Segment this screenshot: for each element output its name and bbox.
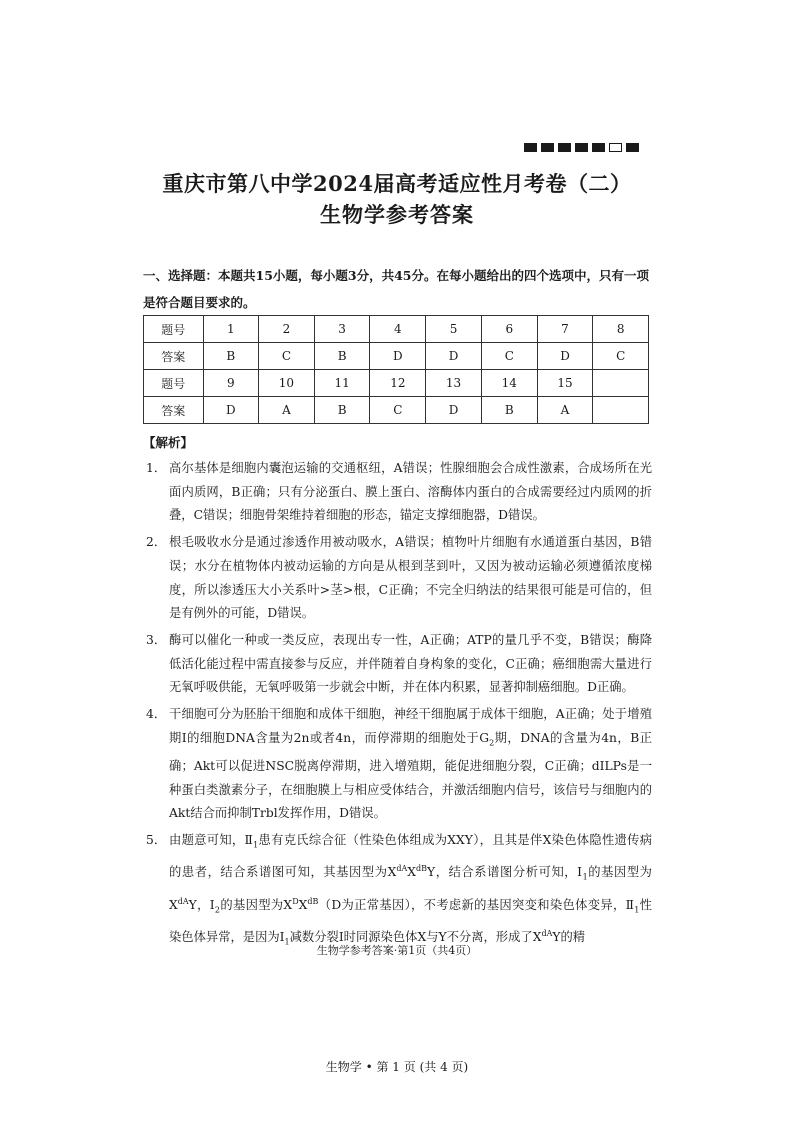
header-marks <box>524 143 639 152</box>
table-cell: D <box>370 343 426 370</box>
section-heading: 一、选择题：本题共15小题，每小题3分，共45分。在每小题给出的四个选项中，只有一项是符合题目要求的。 <box>143 268 649 310</box>
table-cell: C <box>481 343 537 370</box>
table-cell: 2 <box>259 316 315 343</box>
header-mark-hollow <box>609 143 622 152</box>
item-number: 1． <box>146 461 167 475</box>
table-row-header: 题号 <box>144 370 204 397</box>
table-cell: C <box>593 343 649 370</box>
table-cell: 13 <box>426 370 482 397</box>
table-cell: A <box>259 397 315 424</box>
document-title: 重庆市第八中学2024届高考适应性月考卷（二） <box>162 171 632 196</box>
table-cell: 5 <box>426 316 482 343</box>
header-mark <box>592 143 605 152</box>
item-number: 3． <box>146 632 167 647</box>
table-cell: B <box>481 397 537 424</box>
item-text: 高尔基体是细胞内囊泡运输的交通枢纽，A错误；性腺细胞会合成性激素，合成场所在光面内质网，B正确；只有分泌蛋白、膜上蛋白、溶酶体内蛋白的合成需要经过内质网的折叠，C错误；细胞骨架维持着细胞的形态，锚定支撑细胞器，D错误。 <box>169 461 652 523</box>
table-cell: 4 <box>370 316 426 343</box>
page-footer-inner: 生物学参考答案·第1页（共4页） <box>316 944 478 957</box>
analysis-item-1 <box>146 457 652 528</box>
table-cell: 10 <box>259 370 315 397</box>
table-row-header: 答案 <box>144 397 204 424</box>
header-mark <box>558 143 571 152</box>
table-cell: 14 <box>481 370 537 397</box>
item-text: 酶可以催化一种或一类反应，表现出专一性，A正确；ATP的量几乎不变，B错误；酶降低活化能过程中需直接参与反应，并伴随着自身构象的变化，C正确；癌细胞需大量进行无氧呼吸供能，无氧呼吸第一步就会中断，并在体内积累，显著抑制癌细胞。D正确。 <box>169 632 652 695</box>
table-cell: 12 <box>370 370 426 397</box>
analysis-item-5 <box>146 829 652 954</box>
table-cell <box>593 370 649 397</box>
table-cell: D <box>537 343 593 370</box>
analysis-item-3 <box>146 629 652 700</box>
table-cell: 6 <box>481 316 537 343</box>
table-cell: B <box>203 343 259 370</box>
analysis-list <box>146 457 652 957</box>
table-cell: 11 <box>314 370 370 397</box>
table-row <box>144 316 649 343</box>
table-cell <box>593 397 649 424</box>
table-cell: C <box>259 343 315 370</box>
item-text: 由题意可知，$Ⅱ_1$患有克氏综合征（性染色体组成为XXY），且其是伴X染色体隐性遗传病的患者，结合系谱图可知，其基因型为$X^{dA}X^{dB}Y$，结合系谱图分析可知，$Ⅰ_1$的基因型为$X^{dA}Y$，$Ⅰ_2$的基因型为$X^DX^{dB}(D$为正常基因），不考虑新的基因突变和染色体变异，$Ⅱ_1$性染色体异常，是因为$Ⅰ_1$减数分裂Ⅰ时同源染色体X与Y不分离，形成了$X^{dA}Y$的精 <box>169 833 653 947</box>
item-text: 干细胞可分为胚胎干细胞和成体干细胞，神经干细胞属于成体干细胞，A正确；处于增殖期Ⅰ的细胞DNA含量为2n或者4n，而停滞期的细胞处于$G_2$期，DNA的含量为4n，B正确；Akt可以促进NSC脱离停滞期，进入增殖期，能促进细胞分裂，C正确；dILPs是一种蛋白类激素分子，在细胞膜上与相应受体结合，并激活细胞内信号，该信号与细胞内的Akt结合而抑制Trbl发挥作用，D错误。 <box>169 707 652 821</box>
document-subtitle: 生物学参考答案 <box>320 202 474 227</box>
table-cell: C <box>370 397 426 424</box>
analysis-label: 【解析】 <box>143 435 194 450</box>
table-row <box>144 370 649 397</box>
table-cell: A <box>537 397 593 424</box>
item-number: 2． <box>146 535 167 550</box>
table-cell: 8 <box>593 316 649 343</box>
table-row-header: 题号 <box>144 316 204 343</box>
table-cell: B <box>314 397 370 424</box>
item-number: 4． <box>146 707 167 722</box>
analysis-item-2 <box>146 531 652 626</box>
item-number: 5． <box>146 833 167 847</box>
table-cell: D <box>203 397 259 424</box>
table-cell: 1 <box>203 316 259 343</box>
answer-table <box>143 315 649 424</box>
item-text: 根毛吸收水分是通过渗透作用被动吸水，A错误；植物叶片细胞有水通道蛋白基因，B错误；水分在植物体内被动运输的方向是从根到茎到叶，又因为被动运输必须遵循浓度梯度，所以渗透压大小关系叶>茎>根，C正确；不完全归纳法的结果很可能是可信的，但是有例外的可能，D错误。 <box>169 535 652 621</box>
analysis-item-4 <box>146 703 652 826</box>
table-row <box>144 397 649 424</box>
table-cell: 9 <box>203 370 259 397</box>
table-row <box>144 343 649 370</box>
table-cell: D <box>426 343 482 370</box>
page-footer-outer: 生物学 • 第 1 页 (共 4 页) <box>325 1060 469 1074</box>
table-cell: 15 <box>537 370 593 397</box>
table-cell: B <box>314 343 370 370</box>
header-mark <box>575 143 588 152</box>
header-mark <box>524 143 537 152</box>
table-cell: D <box>426 397 482 424</box>
table-row-header: 答案 <box>144 343 204 370</box>
header-mark <box>541 143 554 152</box>
header-mark <box>626 143 639 152</box>
table-cell: 7 <box>537 316 593 343</box>
table-cell: 3 <box>314 316 370 343</box>
